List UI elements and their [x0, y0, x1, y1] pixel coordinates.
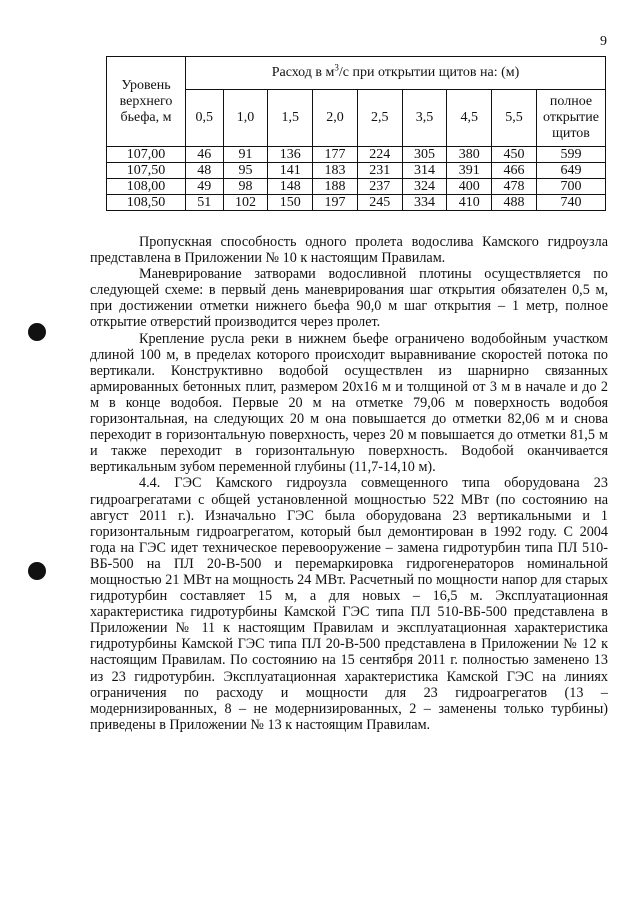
table-row [107, 195, 606, 211]
table-cell: 380 [447, 147, 492, 163]
full-opening-column-header: полное открытие щитов [537, 90, 606, 147]
table-row [107, 163, 606, 179]
table-cell: 478 [492, 179, 537, 195]
table-cell: 391 [447, 163, 492, 179]
table-cell: 466 [492, 163, 537, 179]
opening-column-header: 1,5 [268, 90, 313, 147]
paragraph-riverbed-protection: Крепление русла реки в нижнем бьефе ограничено водобойным участком длиной 100 м, в пределах которого происходит выравнивание скоростей потока по вертикали. Конструктивно водобой осуществлен из шарнирно связанных армированных бетонных плит, размером 20х16 м и толщиной от 3 м в начале и до 2 м в конце водобоя. Первые 20 м на отметке 79,06 м поверхность водобоя горизонтальная, на следующих 20 м она повышается до отметки 82,06 м и снова переходит в горизонтальную поверхность, через 20 м повышается до отметки 81,5 м и также переходит в горизонтальную поверхность. Водобой оканчивается вертикальным зубом переменной глубины (11,7-14,10 м). [90, 330, 608, 476]
table-cell: 324 [402, 179, 447, 195]
table-cell: 98 [223, 179, 268, 195]
table-cell: 740 [537, 195, 606, 211]
table-cell: 48 [186, 163, 224, 179]
table-cell: 49 [186, 179, 224, 195]
table-cell: 305 [402, 147, 447, 163]
table-cell: 700 [537, 179, 606, 195]
table-cell: 488 [492, 195, 537, 211]
paragraph-gate-operation: Маневрирование затворами водосливной плотины осуществляется по следующей схеме: в первый день маневрирования шаг открытия обязателен 0,5 м, при достижении отметки нижнего бьефа 90,0 м шаг открытия – 1 метр, полное открытие отверстий производится через пролет. [90, 266, 608, 331]
table-cell: 334 [402, 195, 447, 211]
level-cell: 108,50 [107, 195, 186, 211]
table-cell: 197 [313, 195, 358, 211]
table-cell: 102 [223, 195, 268, 211]
opening-column-header: 2,5 [357, 90, 402, 147]
opening-column-header: 5,5 [492, 90, 537, 147]
table-cell: 400 [447, 179, 492, 195]
body-text [90, 234, 608, 733]
table-row [107, 147, 606, 163]
table-cell: 91 [223, 147, 268, 163]
opening-column-header: 1,0 [223, 90, 268, 147]
table-cell: 188 [313, 179, 358, 195]
table-cell: 141 [268, 163, 313, 179]
page-number: 9 [600, 34, 607, 49]
level-cell: 107,50 [107, 163, 186, 179]
table-cell: 649 [537, 163, 606, 179]
table-cell: 410 [447, 195, 492, 211]
opening-column-header: 0,5 [186, 90, 224, 147]
paragraph-hpp-equipment: 4.4. ГЭС Камского гидроузла совмещенного типа оборудована 23 гидроагрегатами с общей установленной мощностью 522 МВт (по состоянию на август 2011 г.). Изначально ГЭС была оборудована 23 вертикальными и 1 горизонтальным гидроагрегатом, который был демонтирован в 1992 году. С 2004 года на ГЭС идет техническое перевооружение – замена гидротурбин типа ПЛ 510-ВБ-500 на ПЛ 20-В-500 и перемаркировка гидрогенераторов номинальной мощностью 21 МВт на мощность 24 МВт. Расчетный по мощности напор для старых гидротурбин составляет 15 м, а для новых – 16,5 м. Эксплуатационная характеристика гидротурбины Камской ГЭС типа ПЛ 510-ВБ-500 представлена в Приложении № 11 к настоящим Правилам и эксплуатационная характеристика гидротурбины Камской ГЭС типа ПЛ 20-В-500 представлена в Приложении № 12 к настоящим Правилам. По состоянию на 15 сентября 2011 г. полностью заменено 13 из 23 гидротурбин. Эксплуатационная характеристика Камской ГЭС на линиях ограничения по расходу и мощности для 23 гидроагрегатов (13 – модернизированных, 8 – не модернизированных, 2 – заменены только турбины) приведены в Приложении № 13 к настоящим Правилам. [90, 475, 608, 733]
table-cell: 95 [223, 163, 268, 179]
table-cell: 177 [313, 147, 358, 163]
table-cell: 314 [402, 163, 447, 179]
flow-header: Расход в $м^3/с$ при открытии щитов на: (м) [186, 57, 606, 90]
discharge-table [106, 56, 606, 211]
table-cell: 224 [357, 147, 402, 163]
table-cell: 237 [357, 179, 402, 195]
table-cell: 245 [357, 195, 402, 211]
table-cell: 51 [186, 195, 224, 211]
opening-column-header: 4,5 [447, 90, 492, 147]
table-cell: 148 [268, 179, 313, 195]
paragraph-capacity: Пропускная способность одного пролета водослива Камского гидроузла представлена в Приложении № 10 к настоящим Правилам. [90, 234, 608, 267]
punch-hole-mark [28, 562, 46, 580]
level-cell: 107,00 [107, 147, 186, 163]
table-cell: 183 [313, 163, 358, 179]
table-row [107, 179, 606, 195]
table-cell: 450 [492, 147, 537, 163]
level-cell: 108,00 [107, 179, 186, 195]
table-cell: 231 [357, 163, 402, 179]
level-column-header: Уровень верхнего бьефа, м [107, 57, 186, 147]
table-cell: 599 [537, 147, 606, 163]
table-cell: 136 [268, 147, 313, 163]
table-cell: 46 [186, 147, 224, 163]
table-cell: 150 [268, 195, 313, 211]
opening-column-header: 3,5 [402, 90, 447, 147]
opening-column-header: 2,0 [313, 90, 358, 147]
punch-hole-mark [28, 323, 46, 341]
